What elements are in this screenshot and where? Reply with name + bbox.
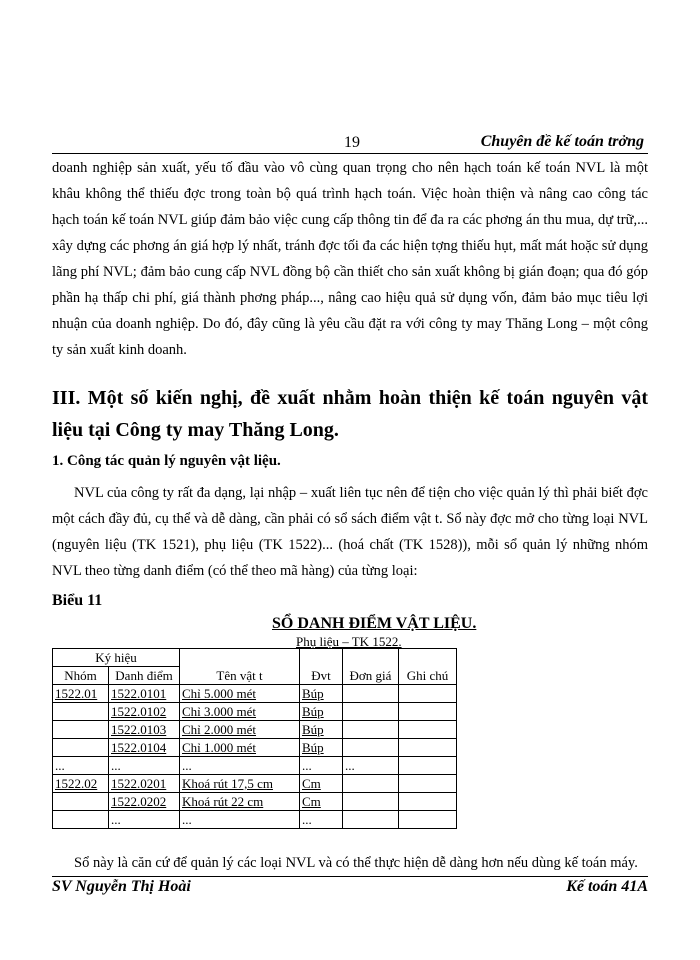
header-rule bbox=[52, 153, 648, 154]
cell-dvt: Búp bbox=[300, 703, 343, 721]
header-ky-hieu: Ký hiệu bbox=[53, 649, 180, 667]
page-header bbox=[52, 132, 648, 154]
table-row bbox=[53, 703, 457, 721]
cell-ghi-chu bbox=[399, 757, 457, 775]
cell-ten-vat-tu: Chỉ 2.000 mét bbox=[180, 721, 300, 739]
cell-nhom: 1522.01 bbox=[53, 685, 109, 703]
cell-dvt: Cm bbox=[300, 775, 343, 793]
cell-danh-diem: 1522.0103 bbox=[109, 721, 180, 739]
footer-class: Kế toán 41A bbox=[566, 878, 648, 895]
cell-danh-diem: 1522.0202 bbox=[109, 793, 180, 811]
cell-don-gia bbox=[343, 793, 399, 811]
subsection-heading: 1. Công tác quản lý nguyên vật liệu. bbox=[52, 453, 281, 469]
cell-danh-diem: 1522.0102 bbox=[109, 703, 180, 721]
cell-nhom bbox=[53, 721, 109, 739]
cell-danh-diem: 1522.0104 bbox=[109, 739, 180, 757]
table-header-row bbox=[53, 649, 457, 667]
cell-dvt: Cm bbox=[300, 793, 343, 811]
cell-danh-diem: 1522.0201 bbox=[109, 775, 180, 793]
cell-dvt: Búp bbox=[300, 685, 343, 703]
table-label: Biểu 11 bbox=[52, 592, 103, 609]
cell-dvt: ... bbox=[300, 757, 343, 775]
cell-don-gia bbox=[343, 703, 399, 721]
paragraph-materials: NVL của công ty rất đa dạng, lại nhập – xuất liên tục nên để tiện cho việc quản lý thì phải biết đợc một cách đầy đủ, cụ thể và dễ dàng, cần phải có sổ sách điểm vật t. Sổ này đợc mở cho từng loại NVL (nguyên liệu (TK 1521), phụ liệu (TK 1522)... (hoá chất (TK 1528)), mỗi sổ quản lý những nhóm NVL theo từng danh điểm (có thể theo mã hàng) của từng loại: bbox=[52, 485, 648, 579]
cell-don-gia bbox=[343, 685, 399, 703]
table-note: Sổ này là căn cứ để quản lý các loại NVL và có thể thực hiện dễ dàng hơn nếu dùng kế toán máy. bbox=[74, 855, 638, 871]
cell-nhom bbox=[53, 739, 109, 757]
cell-ten-vat-tu: Chỉ 5.000 mét bbox=[180, 685, 300, 703]
cell-ghi-chu bbox=[399, 775, 457, 793]
cell-nhom bbox=[53, 811, 109, 829]
cell-don-gia: ... bbox=[343, 757, 399, 775]
paragraph-intro: doanh nghiệp sản xuất, yếu tố đầu vào vô cùng quan trọng cho nên hạch toán kế toán NVL là một khâu không thể thiếu đợc trong toàn bộ quá trình hạch toán. Việc hoàn thiện và nâng cao công tác hạch toán kế toán NVL giúp đảm bảo việc cung cấp thông tin để đa ra các phơng án thu mua, dự trữ,... xây dựng các phơng án giá hợp lý nhất, tránh đợc tối đa các hiện tợng thiếu hụt, mất mát hoặc sử dụng lãng phí NVL; đảm bảo cung cấp NVL đồng bộ cần thiết cho sản xuất không bị gián đoạn; qua đó góp phần hạ thấp chi phí, giá thành phơng pháp..., nâng cao hiệu quả sử dụng vốn, đảm bảo mục tiêu lợi nhuận của doanh nghiệp. Do đó, đây cũng là yêu cầu đặt ra với công ty may Thăng Long – một công ty sản xuất kinh doanh. bbox=[52, 160, 648, 358]
cell-danh-diem: ... bbox=[109, 757, 180, 775]
materials-table bbox=[52, 648, 457, 829]
cell-dvt: Búp bbox=[300, 739, 343, 757]
cell-nhom: ... bbox=[53, 757, 109, 775]
table-row bbox=[53, 811, 457, 829]
table-row bbox=[53, 685, 457, 703]
header-danh-diem: Danh điểm bbox=[109, 667, 180, 685]
cell-ghi-chu bbox=[399, 685, 457, 703]
cell-danh-diem: 1522.0101 bbox=[109, 685, 180, 703]
header-dvt: Đvt bbox=[300, 649, 343, 685]
cell-ghi-chu bbox=[399, 703, 457, 721]
cell-ten-vat-tu: Khoá rút 17,5 cm bbox=[180, 775, 300, 793]
cell-don-gia bbox=[343, 811, 399, 829]
header-don-gia: Đơn giá bbox=[343, 649, 399, 685]
cell-ten-vat-tu: ... bbox=[180, 757, 300, 775]
header-ghi-chu: Ghi chú bbox=[399, 649, 457, 685]
cell-danh-diem: ... bbox=[109, 811, 180, 829]
cell-ghi-chu bbox=[399, 811, 457, 829]
cell-don-gia bbox=[343, 739, 399, 757]
cell-ghi-chu bbox=[399, 739, 457, 757]
header-ten-vat-tu: Tên vật t bbox=[180, 649, 300, 685]
cell-don-gia bbox=[343, 775, 399, 793]
cell-don-gia bbox=[343, 721, 399, 739]
cell-nhom bbox=[53, 703, 109, 721]
cell-dvt: ... bbox=[300, 811, 343, 829]
header-nhom: Nhóm bbox=[53, 667, 109, 685]
cell-ten-vat-tu: Chỉ 3.000 mét bbox=[180, 703, 300, 721]
table-row bbox=[53, 721, 457, 739]
cell-ten-vat-tu: Chỉ 1.000 mét bbox=[180, 739, 300, 757]
section-heading: III. Một số kiến nghị, đề xuất nhằm hoàn thiện kế toán nguyên vật liệu tại Công ty may Thăng Long. bbox=[52, 387, 648, 441]
cell-ghi-chu bbox=[399, 721, 457, 739]
table-subtitle: Phụ liệu – TK 1522. bbox=[296, 634, 402, 649]
cell-nhom: 1522.02 bbox=[53, 775, 109, 793]
footer-rule bbox=[52, 876, 648, 877]
table-row bbox=[53, 739, 457, 757]
cell-nhom bbox=[53, 793, 109, 811]
cell-ghi-chu bbox=[399, 793, 457, 811]
header-title: Chuyên đề kế toán trởng bbox=[480, 133, 644, 150]
cell-dvt: Búp bbox=[300, 721, 343, 739]
cell-ten-vat-tu: ... bbox=[180, 811, 300, 829]
table-row bbox=[53, 793, 457, 811]
footer-author: SV Nguyễn Thị Hoài bbox=[52, 878, 191, 895]
table-row bbox=[53, 775, 457, 793]
cell-ten-vat-tu: Khoá rút 22 cm bbox=[180, 793, 300, 811]
page-number: 19 bbox=[344, 134, 360, 151]
table-row bbox=[53, 757, 457, 775]
table-title: SỔ DANH ĐIỂM VẬT LIỆU. bbox=[272, 615, 477, 632]
